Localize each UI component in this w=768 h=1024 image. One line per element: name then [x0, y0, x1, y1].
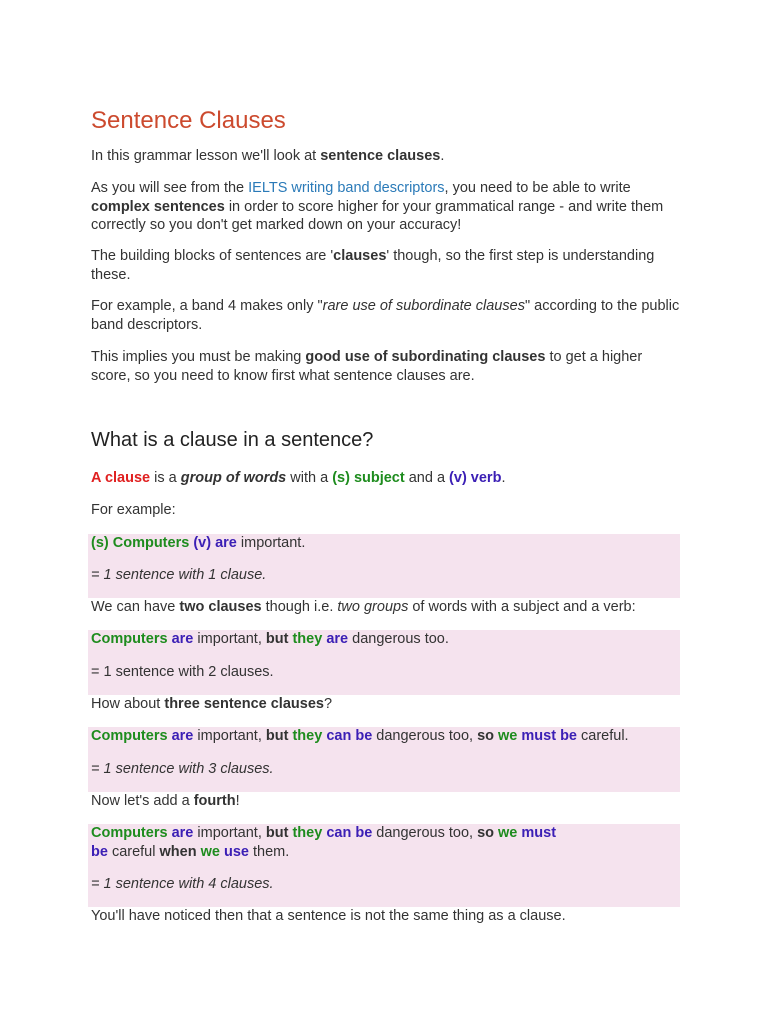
example-sentence-3: Computers are important, but they can be dangerous too, so we must be careful. — [91, 728, 629, 744]
band4-paragraph: For example, a band 4 makes only "rare use of subordinate clauses" according to the public band descriptors. — [91, 298, 680, 333]
example-sentence-1: (s) Computers (v) are important. — [91, 535, 306, 551]
example-sentence-4: Computers are important, but they can be dangerous too, so we must be careful when we use them. — [91, 825, 557, 860]
clause-definition: A clause is a group of words with a (s) subject and a (v) verb. — [91, 470, 506, 486]
closing-paragraph: You'll have noticed then that a sentence is not the same thing as a clause. — [91, 908, 566, 924]
implication-paragraph: This implies you must be making good use of subordinating clauses to get a higher score, so you need to know first what sentence clauses are. — [91, 349, 643, 384]
ielts-band-descriptors-link[interactable]: IELTS writing band descriptors — [248, 180, 445, 196]
band-descriptors-paragraph: As you will see from the IELTS writing band descriptors, you need to be able to write complex sentences in order to score higher for your grammatical range - and write them correctly so you don't get marked down on your accuracy! — [91, 180, 664, 233]
example-box-1 — [88, 534, 680, 598]
fourth-clause-paragraph: Now let's add a fourth! — [91, 793, 240, 809]
example-box-3 — [88, 727, 680, 792]
example-note-2: = 1 sentence with 2 clauses. — [91, 664, 274, 680]
example-note-4: = 1 sentence with 4 clauses. — [91, 876, 274, 892]
example-sentence-2: Computers are important, but they are dangerous too. — [91, 631, 449, 647]
section-heading: What is a clause in a sentence? — [91, 429, 374, 451]
example-box-2 — [88, 630, 680, 695]
two-clauses-paragraph: We can have two clauses though i.e. two groups of words with a subject and a verb: — [91, 599, 636, 615]
building-blocks-paragraph: The building blocks of sentences are 'clauses' though, so the first step is understanding these. — [91, 248, 655, 283]
intro-paragraph: In this grammar lesson we'll look at sentence clauses. — [91, 148, 445, 164]
three-clauses-paragraph: How about three sentence clauses? — [91, 696, 333, 712]
example-note-3: = 1 sentence with 3 clauses. — [91, 761, 274, 777]
page-title: Sentence Clauses — [91, 107, 286, 134]
for-example-label: For example: — [91, 502, 176, 518]
example-box-4 — [88, 824, 680, 907]
example-note-1: = 1 sentence with 1 clause. — [91, 567, 267, 583]
